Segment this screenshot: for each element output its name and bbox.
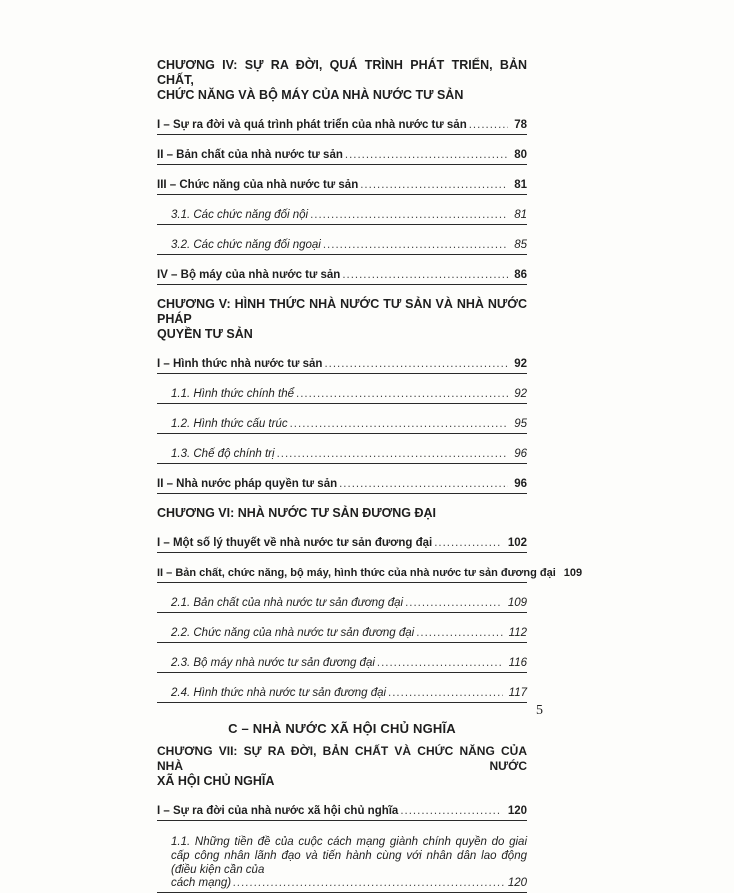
toc-entry-page: 112 xyxy=(508,627,527,639)
toc-entry-multiline-end xyxy=(157,877,527,893)
toc-entry xyxy=(157,119,527,135)
leader-dots xyxy=(416,627,502,639)
page-number: 5 xyxy=(536,703,543,718)
chapter-heading-line-1: CHƯƠNG V: HÌNH THỨC NHÀ NƯỚC TƯ SẢN VÀ NHÀ NƯỚC PHÁP xyxy=(157,297,527,326)
toc-entry-text: I – Sự ra đời của nhà nước xã hội chủ nghĩa xyxy=(157,805,399,817)
chapter-heading-line-1: CHƯƠNG VI: NHÀ NƯỚC TƯ SẢN ĐƯƠNG ĐẠI xyxy=(157,506,437,520)
toc-entry-page: 116 xyxy=(508,657,527,669)
toc-entry xyxy=(157,597,527,613)
toc-entry xyxy=(157,687,527,703)
toc-entry xyxy=(157,627,527,643)
toc-entry-multiline: 1.1. Những tiền đề của cuộc cách mạng giành chính quyền do giai cấp công nhân lãnh đạo và tiến hành cùng với nhân dân lao động (điều kiện cần của xyxy=(171,836,527,876)
toc-entry-text: 2.3. Bộ máy nhà nước tư sản đương đại xyxy=(171,657,375,669)
toc-entry-text: 1.3. Chế độ chính trị xyxy=(171,448,275,460)
toc-entry-text: 2.4. Hình thức nhà nước tư sản đương đại xyxy=(171,687,387,699)
toc-entry xyxy=(157,239,527,255)
leader-dots xyxy=(296,388,508,400)
leader-dots xyxy=(233,877,506,889)
toc-entry-page: 86 xyxy=(514,269,527,281)
leader-dots xyxy=(360,179,508,191)
toc-entry-text: 1.1. Hình thức chính thể xyxy=(171,388,295,400)
chapter-heading-line-1: CHƯƠNG VII: SỰ RA ĐỜI, BẢN CHẤT VÀ CHỨC NĂNG CỦA NHÀ NƯỚC xyxy=(157,744,527,773)
leader-dots xyxy=(342,269,508,281)
part-heading: C – NHÀ NƯỚC XÃ HỘI CHỦ NGHĨA xyxy=(228,721,456,736)
toc-entry-text: 1.2. Hình thức cấu trúc xyxy=(171,418,288,430)
chapter-heading-line-2: XÃ HỘI CHỦ NGHĨA xyxy=(157,774,275,788)
leader-dots xyxy=(405,597,502,609)
toc-entry-page: 102 xyxy=(507,537,527,549)
leader-dots xyxy=(434,537,502,549)
toc-entry-text: I – Hình thức nhà nước tư sản xyxy=(157,358,323,370)
toc-entry-text: 2.2. Chức năng của nhà nước tư sản đương đại xyxy=(171,627,415,639)
chapter-heading xyxy=(157,744,527,789)
chapter-7 xyxy=(157,744,527,893)
toc-entry xyxy=(157,805,527,821)
table-of-contents xyxy=(157,58,583,893)
chapter-6 xyxy=(157,506,583,703)
toc-entry-page: 80 xyxy=(514,149,527,161)
toc-entry-page: 78 xyxy=(514,119,527,131)
toc-entry xyxy=(157,418,527,434)
toc-entry-text: 2.1. Bản chất của nhà nước tư sản đương đại xyxy=(171,597,404,609)
leader-dots xyxy=(345,149,508,161)
leader-dots xyxy=(290,418,509,430)
toc-entry xyxy=(157,537,527,553)
toc-entry xyxy=(157,388,527,404)
leader-dots xyxy=(310,209,508,221)
toc-entry-page: 81 xyxy=(514,209,527,221)
toc-entry-text: II – Bản chất, chức năng, bộ máy, hình thức của nhà nước tư sản đương đại xyxy=(157,567,556,579)
leader-dots xyxy=(339,478,508,490)
leader-dots xyxy=(277,448,509,460)
chapter-4 xyxy=(157,58,527,285)
toc-entry-text: IV – Bộ máy của nhà nước tư sản xyxy=(157,269,341,281)
chapter-5 xyxy=(157,297,527,494)
toc-entry xyxy=(157,149,527,165)
leader-dots xyxy=(323,239,508,251)
toc-entry-page: 96 xyxy=(514,448,527,460)
toc-entry-page: 117 xyxy=(508,687,527,699)
toc-entry-page: 96 xyxy=(514,478,527,490)
toc-entry-page: 85 xyxy=(514,239,527,251)
chapter-heading xyxy=(157,58,527,103)
toc-entry-text: I – Một số lý thuyết về nhà nước tư sản đương đại xyxy=(157,537,433,549)
toc-entry-text: cách mạng) xyxy=(171,877,232,889)
toc-entry xyxy=(157,179,527,195)
toc-entry-text: III – Chức năng của nhà nước tư sản xyxy=(157,179,359,191)
toc-entry-page: 81 xyxy=(514,179,527,191)
toc-entry xyxy=(157,358,527,374)
toc-entry xyxy=(157,478,527,494)
chapter-heading-line-1: CHƯƠNG IV: SỰ RA ĐỜI, QUÁ TRÌNH PHÁT TRIỂN, BẢN CHẤT, xyxy=(157,58,527,87)
leader-dots xyxy=(469,119,508,131)
toc-entry-text: 3.1. Các chức năng đối nội xyxy=(171,209,309,221)
toc-entry-page: 120 xyxy=(507,805,527,817)
toc-entry xyxy=(157,209,527,225)
leader-dots xyxy=(324,358,508,370)
chapter-heading-line-2: CHỨC NĂNG VÀ BỘ MÁY CỦA NHÀ NƯỚC TƯ SẢN xyxy=(157,88,464,102)
toc-entry-text: 3.2. Các chức năng đối ngoại xyxy=(171,239,321,251)
toc-entry xyxy=(157,269,527,285)
toc-entry xyxy=(157,657,527,673)
chapter-heading xyxy=(157,297,527,342)
chapter-heading-line-2: QUYỀN TƯ SẢN xyxy=(157,327,253,341)
toc-entry xyxy=(157,448,527,464)
toc-entry-text: I – Sự ra đời và quá trình phát triển của nhà nước tư sản xyxy=(157,119,467,131)
toc-entry-page: 109 xyxy=(563,567,583,579)
leader-dots xyxy=(400,805,501,817)
toc-entry-page: 120 xyxy=(507,877,527,889)
toc-entry-text: II – Nhà nước pháp quyền tư sản xyxy=(157,478,338,490)
toc-entry-page: 92 xyxy=(514,388,527,400)
leader-dots xyxy=(377,657,503,669)
toc-entry-page: 109 xyxy=(507,597,527,609)
toc-entry-text: II – Bản chất của nhà nước tư sản xyxy=(157,149,343,161)
chapter-heading xyxy=(157,506,527,521)
leader-dots xyxy=(388,687,503,699)
toc-entry-page: 95 xyxy=(514,418,527,430)
toc-entry xyxy=(157,567,583,583)
toc-entry-page: 92 xyxy=(514,358,527,370)
